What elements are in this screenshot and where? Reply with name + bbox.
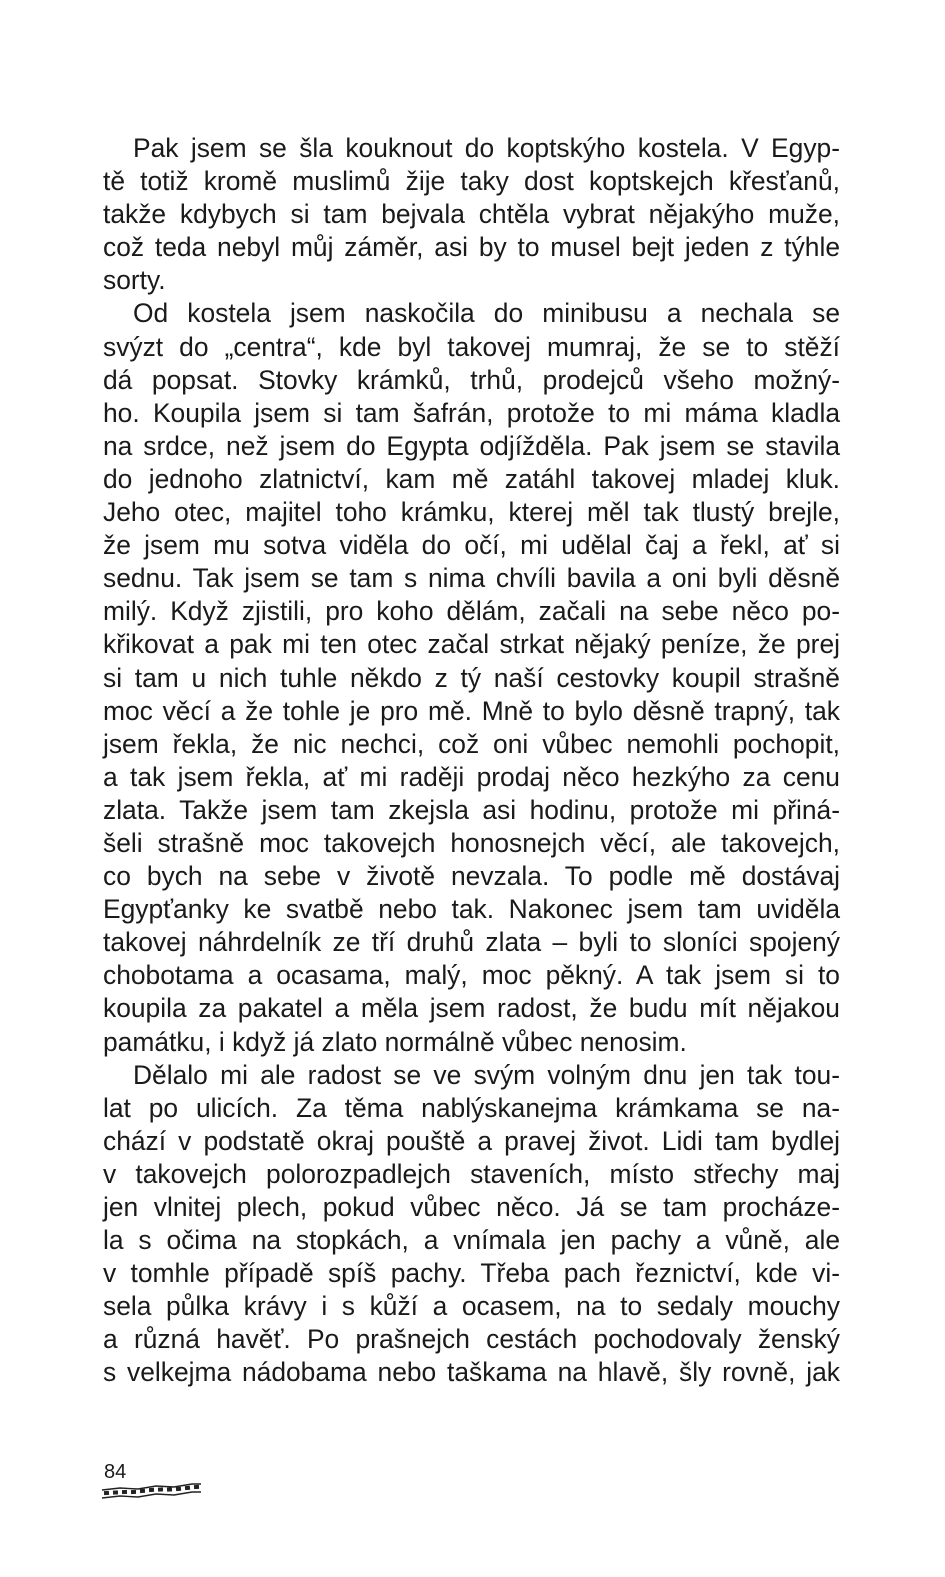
text-line: sela půlka krávy i s kůží a ocasem, na to sedaly mouchy bbox=[103, 1291, 840, 1322]
text-line: Pak jsem se šla kouknout do koptskýho kostela. V Egyp- bbox=[133, 133, 840, 163]
text-line: si tam u nich tuhle někdo z tý naší cestovky koupil strašně bbox=[103, 662, 840, 693]
body-text bbox=[103, 132, 840, 1390]
text-line: tě totiž kromě muslimů žije taky dost koptskejch křesťanů, bbox=[103, 166, 840, 197]
text-line: takovej náhrdelník ze tří druhů zlata – byli to sloníci spojený bbox=[103, 927, 840, 958]
text-line: koupila za pakatel a měla jsem radost, že budu mít nějakou bbox=[103, 993, 840, 1024]
text-line: do jednoho zlatnictví, kam mě zatáhl takovej mladej kluk. bbox=[103, 463, 840, 494]
paragraph-3 bbox=[103, 1059, 840, 1390]
text-line: moc věcí a že tohle je pro mě. Mně to bylo děsně trapný, tak bbox=[103, 695, 840, 726]
text-line: zlata. Takže jsem tam zkejsla asi hodinu, protože mi přiná- bbox=[103, 794, 840, 825]
text-line: Jeho otec, majitel toho krámku, kterej měl tak tlustý brejle, bbox=[103, 497, 840, 528]
text-line: co bych na sebe v životě nevzala. To podle mě dostávaj bbox=[103, 861, 840, 892]
text-line: jen vlnitej plech, pokud vůbec něco. Já se tam procháze- bbox=[103, 1192, 840, 1222]
paragraph-1 bbox=[103, 132, 840, 297]
text-line: la s očima na stopkách, a vnímala jen pachy a vůně, ale bbox=[103, 1225, 840, 1256]
text-line: chází v podstatě okraj pouště a pravej život. Lidi tam bydlej bbox=[103, 1125, 840, 1156]
text-line: v tomhle případě spíš pachy. Třeba pach řeznictví, kde vi- bbox=[103, 1258, 840, 1289]
text-line: chobotama a ocasama, malý, moc pěkný. A tak jsem si to bbox=[103, 960, 840, 991]
text-line: s velkejma nádobama nebo taškama na hlavě, šly rovně, jak bbox=[103, 1357, 840, 1388]
text-line: dá popsat. Stovky krámků, trhů, prodejců všeho možný- bbox=[103, 364, 840, 395]
text-line: křikovat a pak mi ten otec začal strkat nějaký peníze, že prej bbox=[103, 629, 840, 660]
text-line: Dělalo mi ale radost se ve svým volným dnu jen tak tou- bbox=[133, 1059, 840, 1090]
text-line: že jsem mu sotva viděla do očí, mi udělal čaj a řekl, ať si bbox=[103, 530, 840, 561]
text-line: takže kdybych si tam bejvala chtěla vybrat nějakýho muže, bbox=[103, 199, 840, 230]
page-number: 84 bbox=[104, 1461, 127, 1483]
text-line: sorty. bbox=[103, 265, 166, 296]
text-line: jsem řekla, že nic nechci, což oni vůbec nemohli pochopit, bbox=[103, 728, 840, 759]
text-line: lat po ulicích. Za těma nablýskanejma krámkama se na- bbox=[103, 1092, 840, 1123]
film-strip-ornament-icon bbox=[100, 1476, 204, 1502]
text-line: svýzt do „centra“, kde byl takovej mumraj, že se to stěží bbox=[103, 331, 840, 362]
paragraph-2 bbox=[103, 297, 840, 1058]
text-line: Od kostela jsem naskočila do minibusu a nechala se bbox=[133, 298, 840, 329]
text-line: v takovejch polorozpadlejch staveních, místo střechy maj bbox=[103, 1158, 840, 1189]
text-line: a tak jsem řekla, ať mi raději prodaj něco hezkýho za cenu bbox=[103, 761, 840, 792]
text-line: Egypťanky ke svatbě nebo tak. Nakonec jsem tam uviděla bbox=[103, 894, 840, 925]
text-line: ho. Koupila jsem si tam šafrán, protože to mi máma kladla bbox=[103, 397, 840, 428]
text-line: sednu. Tak jsem se tam s nima chvíli bavila a oni byli děsně bbox=[103, 563, 840, 594]
text-line: památku, i když já zlato normálně vůbec nenosim. bbox=[103, 1026, 687, 1057]
text-line: což teda nebyl můj záměr, asi by to musel bejt jeden z týhle bbox=[103, 232, 840, 263]
text-line: milý. Když zjistili, pro koho dělám, začali na sebe něco po- bbox=[103, 596, 840, 627]
text-line: šeli strašně moc takovejch honosnejch věcí, ale takovejch, bbox=[103, 827, 840, 858]
text-line: na srdce, než jsem do Egypta odjížděla. Pak jsem se stavila bbox=[103, 430, 840, 461]
text-line: a různá havěť. Po prašnejch cestách pochodovaly ženský bbox=[103, 1324, 840, 1355]
